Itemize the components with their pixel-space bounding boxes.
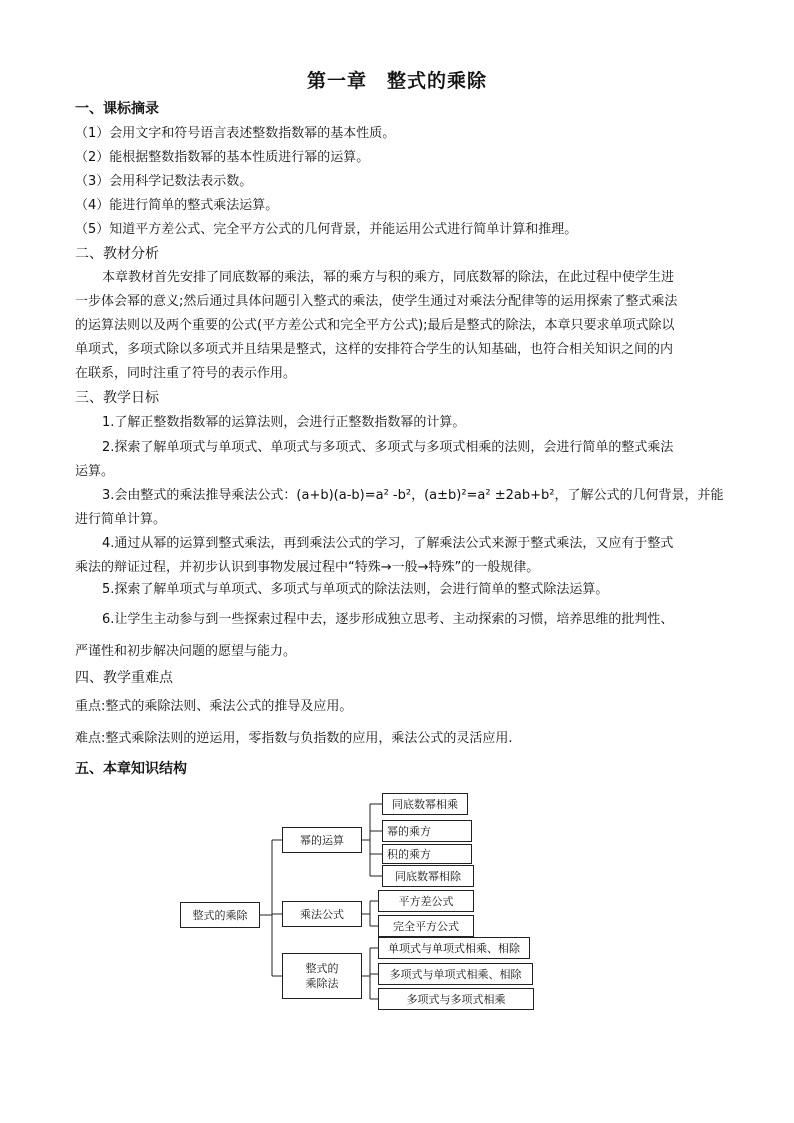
diagram-leaf-node: 多项式与多项式相乘 [378, 988, 534, 1010]
objective-line: 进行简单计算。 [75, 512, 167, 527]
difficulty-line: 难点:整式乘除法则的逆运用，零指数与负指数的应用，乘法公式的灵活应用. [75, 731, 513, 746]
list-item: （2）能根据整数指数幂的基本性质进行幂的运算。 [75, 150, 370, 165]
list-item: （4）能进行简单的整式乘法运算。 [75, 198, 279, 213]
section-heading-5: 五、本章知识结构 [75, 761, 187, 777]
objective-line: 4.通过从幂的运算到整式乘法，再到乘法公式的学习，了解乘法公式来源于整式乘法，又应有于整式 [102, 536, 674, 551]
diagram-leaf-node: 多项式与单项式相乘、相除 [378, 963, 533, 985]
diagram-group-node: 幂的运算 [282, 827, 362, 853]
objective-line: 1.了解正整数指数幂的运算法则，会进行正整数指数幂的计算。 [102, 415, 466, 430]
diagram-leaf-node: 完全平方公式 [378, 915, 474, 937]
diagram-leaf-node: 幂的乘方 [382, 820, 472, 842]
diagram-leaf-node: 积的乘方 [382, 844, 472, 864]
objective-line: 运算。 [75, 464, 115, 479]
list-item: （1）会用文字和符号语言表述整数指数幂的基本性质。 [75, 126, 396, 141]
section-heading-2: 二、教材分析 [75, 246, 159, 262]
diagram-group-node: 乘法公式 [282, 901, 362, 927]
diagram-leaf-node: 同底数幂相除 [382, 865, 474, 887]
key-point-line: 重点:整式的乘除法则、乘法公式的推导及应用。 [75, 699, 353, 714]
paragraph-line: 单项式，多项式除以多项式并且结果是整式，这样的安排符合学生的认知基础，也符合相关知识之间的内 [75, 342, 674, 357]
knowledge-structure-diagram [170, 780, 550, 1020]
diagram-leaf-node: 平方差公式 [378, 890, 474, 912]
diagram-leaf-node: 同底数幂相乘 [382, 793, 468, 815]
objective-line: 乘法的辩证过程，并初步认识到事物发展过程中“特殊→一般→特殊”的一般规律。 [75, 560, 540, 575]
paragraph-line: 在联系，同时注重了符号的表示作用。 [75, 366, 297, 381]
objective-line: 3.会由整式的乘法推导乘法公式：(a+b)(a-b)=a² -b²，(a±b)²=a² ±2ab+b²，了解公式的几何背景，并能 [102, 488, 724, 503]
objective-line: 6.让学生主动参与到一些探索过程中去，逐步形成独立思考、主动探索的习惯，培养思维的批判性、 [102, 612, 674, 627]
paragraph-line: 一步体会幂的意义;然后通过具体问题引入整式的乘法，使学生通过对乘法分配律等的运用探索了整式乘法 [75, 294, 678, 309]
list-item: （5）知道平方差公式、完全平方公式的几何背景，并能运用公式进行简单计算和推理。 [75, 222, 578, 237]
objective-line: 严谨性和初步解决问题的愿望与能力。 [75, 644, 297, 659]
list-item: （3）会用科学记数法表示数。 [75, 174, 253, 189]
diagram-root-node: 整式的乘除 [180, 902, 260, 928]
paragraph-line: 本章教材首先安排了同底数幂的乘法，幂的乘方与积的乘方，同底数幂的除法，在此过程中使学生进 [102, 270, 675, 285]
section-heading-3: 三、教学日标 [75, 390, 159, 406]
chapter-title: 第一章 整式的乘除 [306, 70, 487, 92]
diagram-group-node: 整式的乘除法 [282, 953, 362, 999]
section-heading-1: 一、课标摘录 [75, 101, 159, 117]
paragraph-line: 的运算法则以及两个重要的公式(平方差公式和完全平方公式);最后是整式的除法，本章只要求单项式除以 [75, 318, 675, 333]
objective-line: 2.探索了解单项式与单项式、单项式与多项式、多项式与多项式相乘的法则，会进行简单的整式乘法 [102, 440, 674, 455]
section-heading-4: 四、教学重难点 [75, 670, 173, 686]
diagram-leaf-node: 单项式与单项式相乘、相除 [378, 937, 530, 959]
objective-line: 5.探索了解单项式与单项式、多项式与单项式的除法法则，会进行简单的整式除法运算。 [102, 582, 609, 597]
